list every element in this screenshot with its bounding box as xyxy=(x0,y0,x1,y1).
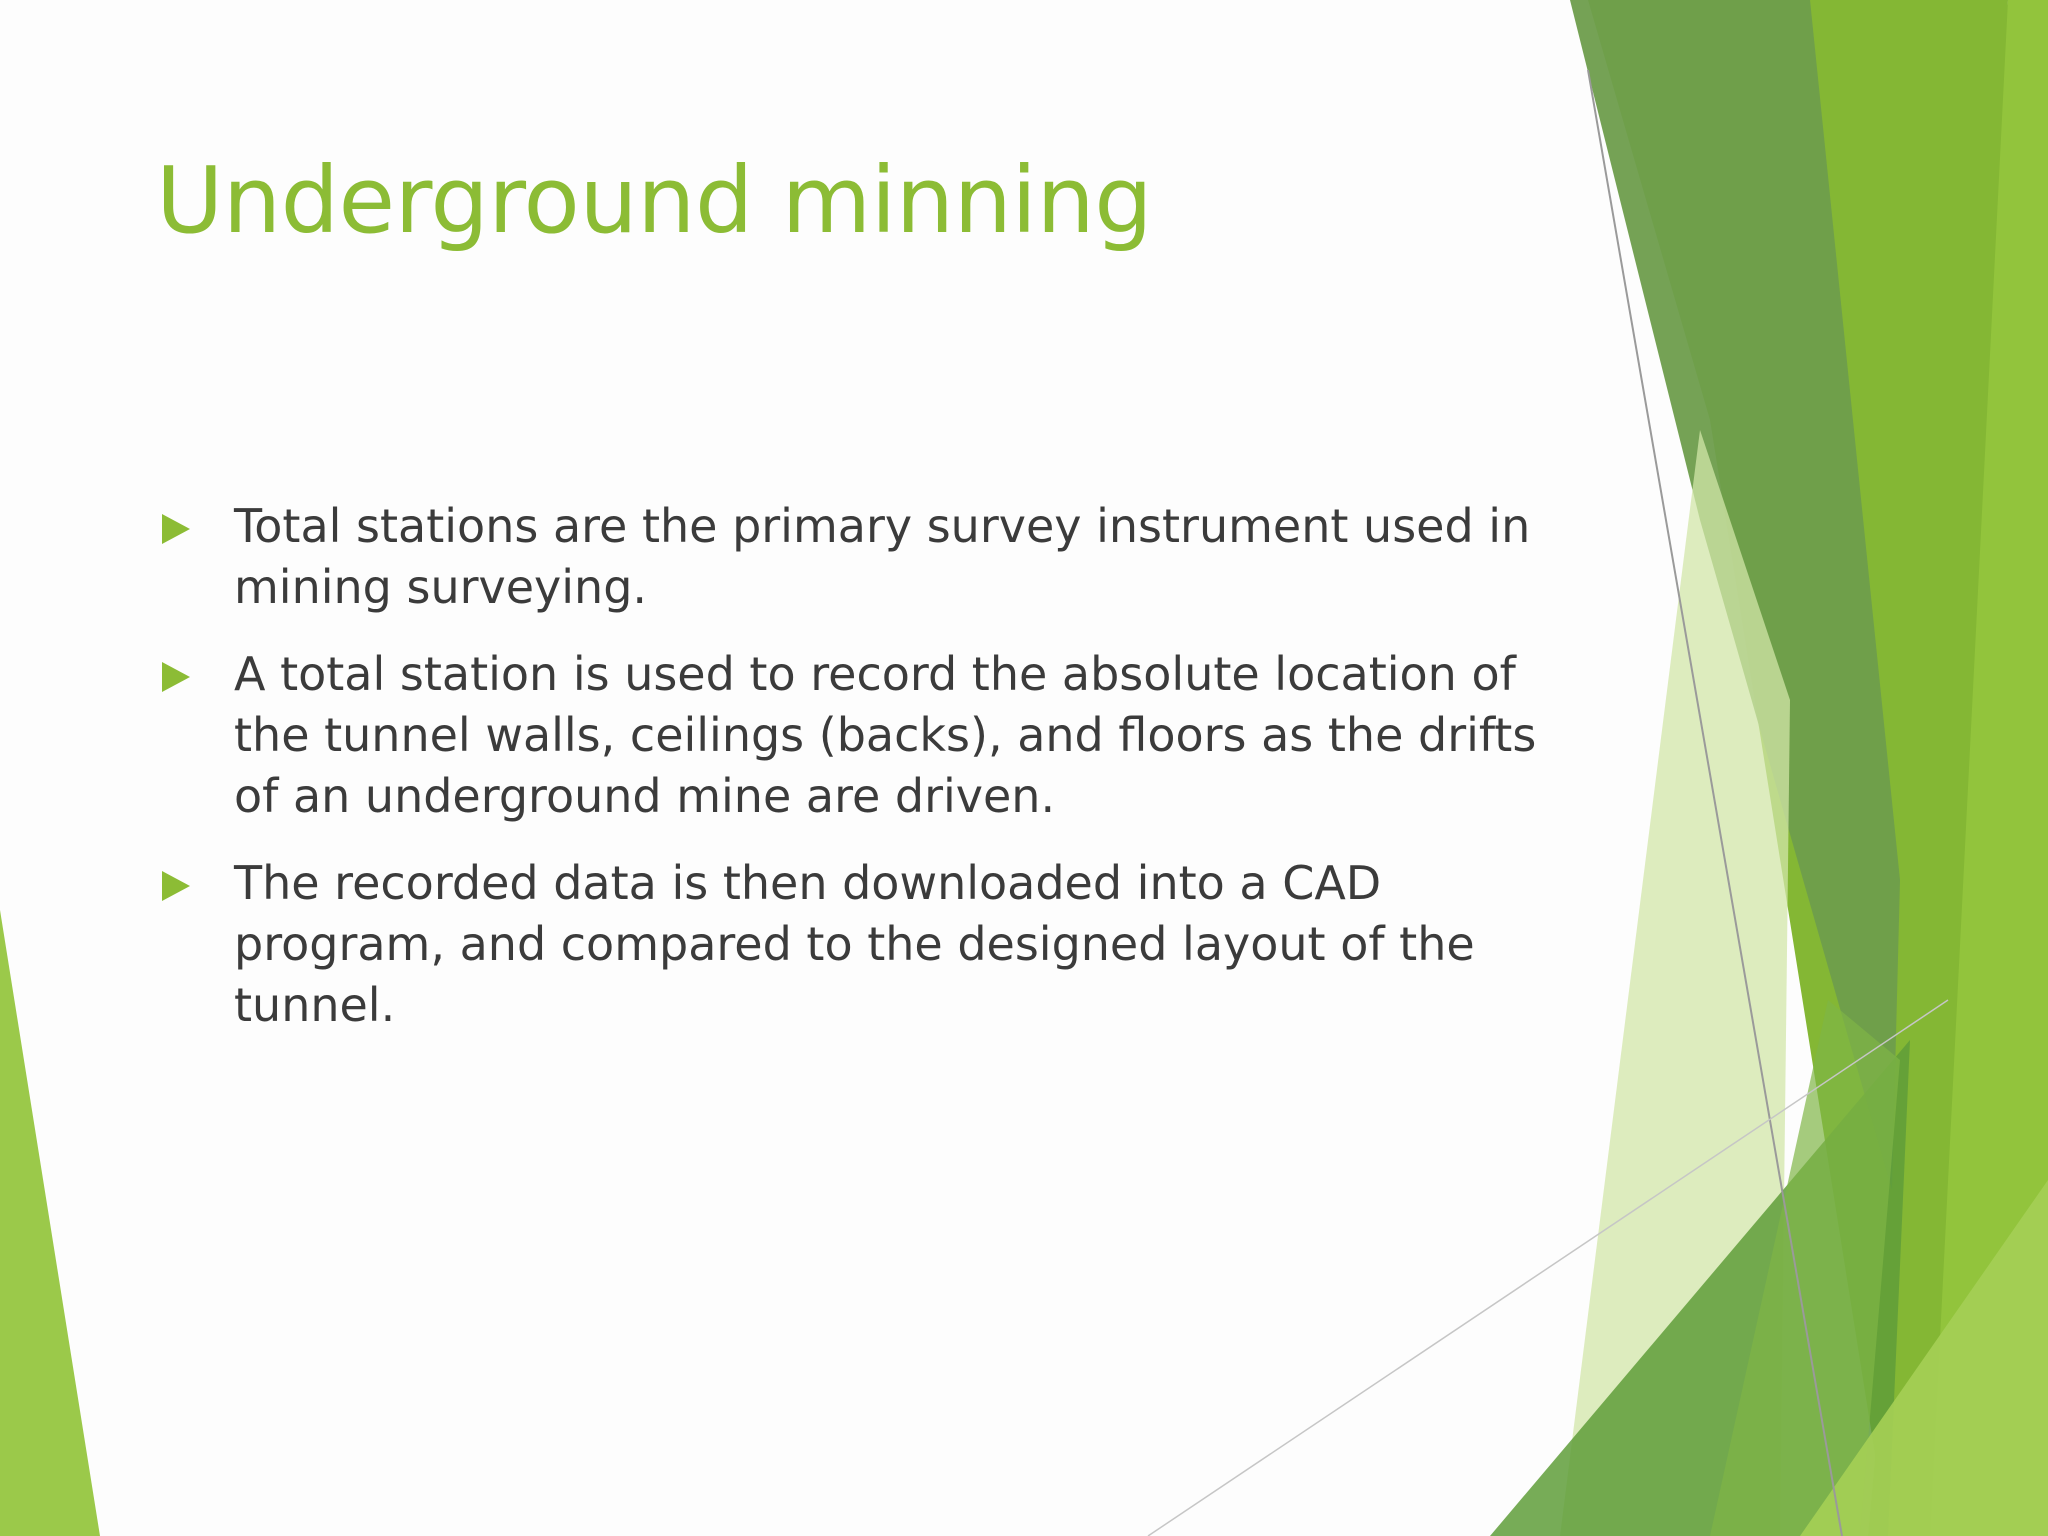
bullet-text: A total station is used to record the absolute location of the tunnel walls, ceilings (backs), and floors as the drifts of an underground mine are driven. xyxy=(234,647,1537,823)
bullet-item xyxy=(156,853,1556,1036)
bullet-text: Total stations are the primary survey instrument used in mining surveying. xyxy=(234,499,1531,614)
bullet-list xyxy=(156,496,1556,1062)
left-sliver-shape xyxy=(0,910,100,1536)
triangle-bullet-icon xyxy=(162,662,190,692)
triangle-bullet-icon xyxy=(162,871,190,901)
bullet-item xyxy=(156,496,1556,618)
triangle-bullet-icon xyxy=(162,514,190,544)
slide-title: Underground minning xyxy=(156,147,1153,254)
bullet-text: The recorded data is then downloaded into a CAD program, and compared to the designed layout of the tunnel. xyxy=(234,856,1475,1032)
bullet-item xyxy=(156,644,1556,827)
